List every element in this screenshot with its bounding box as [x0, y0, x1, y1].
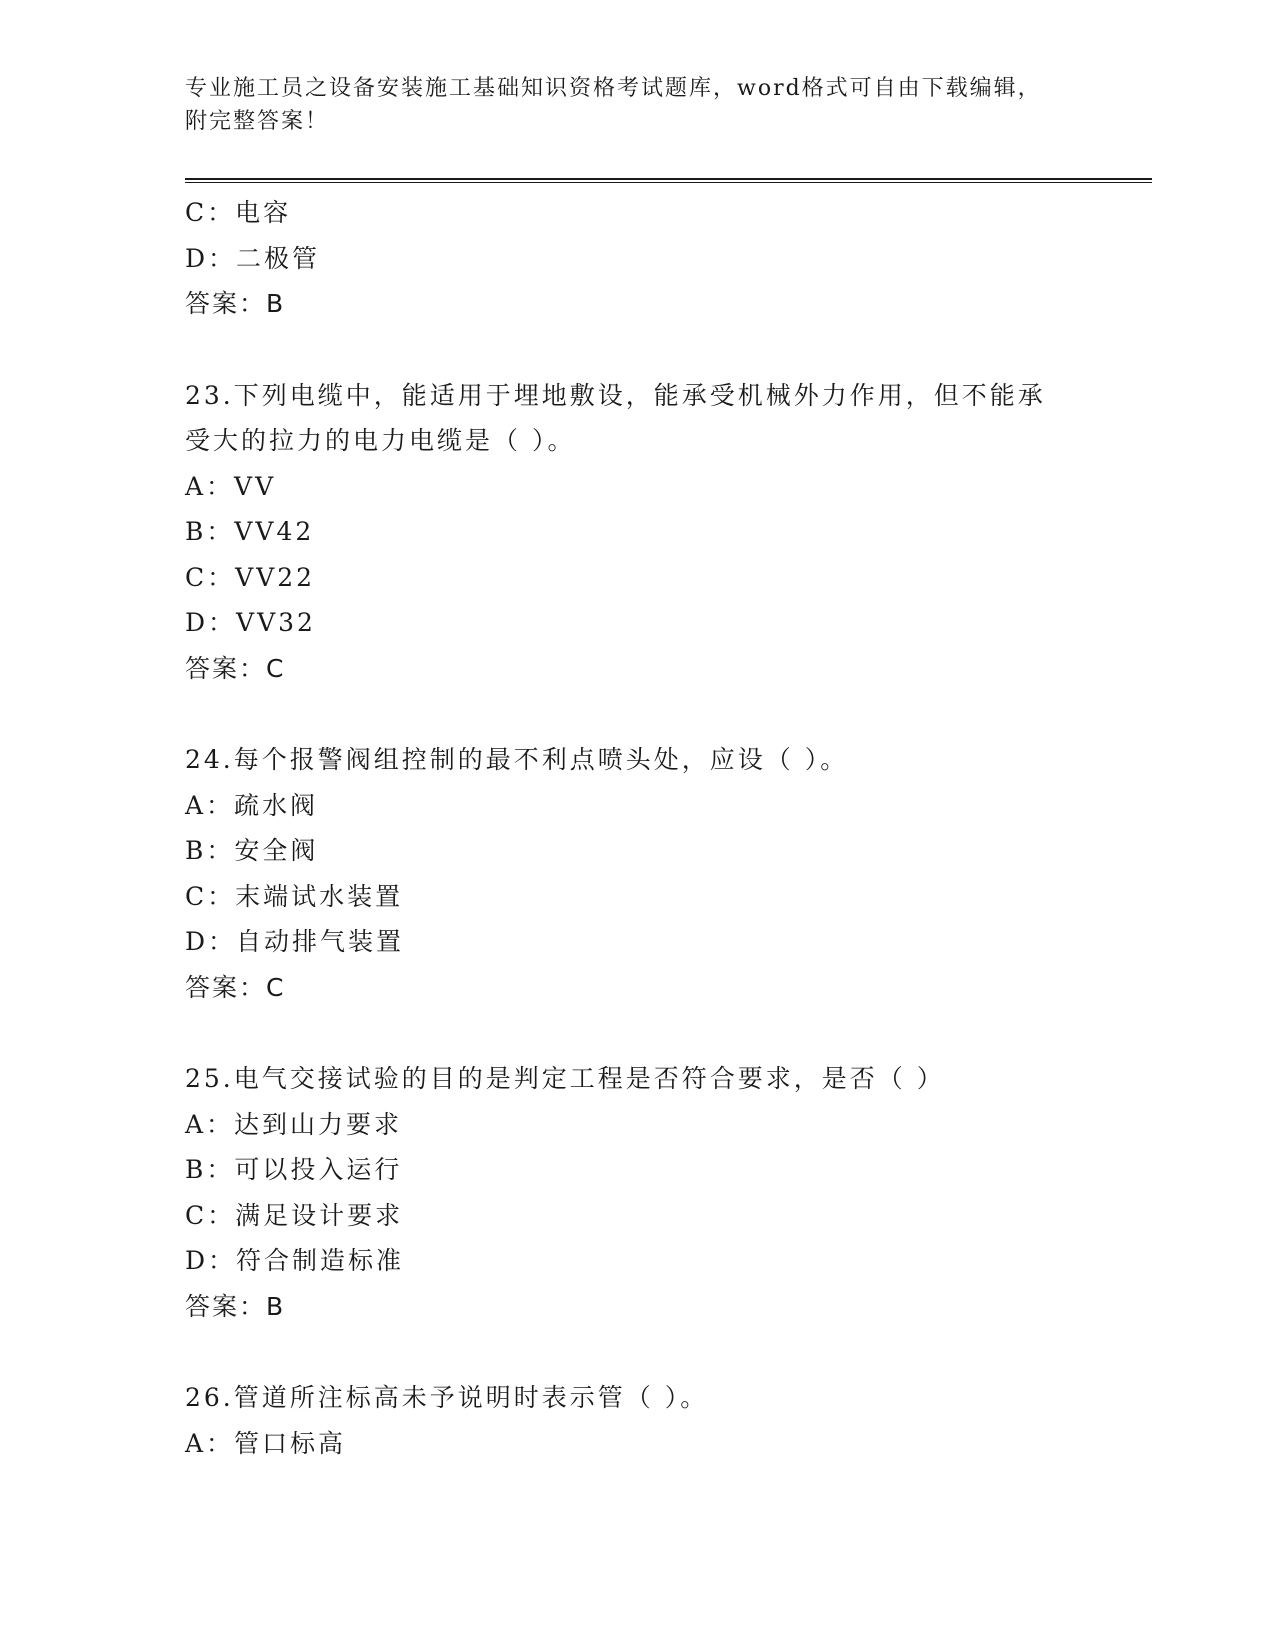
option-d: D：VV32 — [185, 608, 316, 637]
option-b: B：VV42 — [185, 517, 315, 546]
document-header — [185, 72, 1085, 138]
option-c: C：VV22 — [185, 562, 316, 592]
option-a: A：疏水阀 — [185, 790, 319, 820]
question-text-line-1: 23.下列电缆中，能适用于埋地敷设，能承受机械外力作用，但不能承 — [185, 380, 1046, 410]
question-text-line-1: 26.管道所注标高未予说明时表示管（ ）。 — [185, 1383, 709, 1412]
question-list — [185, 190, 1105, 1466]
question-text-line-1: 25.电气交接试验的目的是判定工程是否符合要求，是否（ ） — [185, 1064, 945, 1093]
answer-line: 答案：C — [185, 972, 286, 1002]
question-24 — [185, 737, 1105, 1010]
option-c: C：末端试水装置 — [185, 881, 404, 911]
question-text-line-1: 24.每个报警阀组控制的最不利点喷头处，应设（ ）。 — [185, 745, 849, 774]
option-b: B：可以投入运行 — [185, 1155, 403, 1184]
answer-line: 答案：B — [185, 289, 286, 318]
spacer — [185, 1329, 1105, 1375]
spacer — [185, 1010, 1105, 1056]
spacer — [185, 327, 1105, 373]
option-a: A：达到山力要求 — [185, 1109, 403, 1139]
question-text-line-2: 受大的拉力的电力电缆是（ ）。 — [185, 426, 576, 455]
answer-line: 答案：B — [185, 1291, 286, 1321]
option-d: D：符合制造标准 — [185, 1246, 405, 1275]
option-a: A：VV — [185, 471, 277, 501]
header-divider — [185, 178, 1152, 183]
option-a: A：管口标高 — [185, 1428, 347, 1458]
option-d: D：二极管 — [185, 243, 321, 273]
question-25 — [185, 1056, 1105, 1329]
option-c: C：电容 — [185, 198, 292, 227]
question-26 — [185, 1375, 1105, 1466]
header-line-2: 附完整答案！ — [185, 109, 330, 134]
question-22-continuation — [185, 190, 1105, 327]
option-d: D：自动排气装置 — [185, 927, 405, 956]
spacer — [185, 691, 1105, 737]
option-b: B：安全阀 — [185, 836, 319, 865]
header-line-1: 专业施工员之设备安装施工基础知识资格考试题库，word格式可自由下载编辑， — [185, 76, 1042, 101]
question-23 — [185, 373, 1105, 692]
answer-line: 答案：C — [185, 653, 286, 683]
option-c: C：满足设计要求 — [185, 1200, 404, 1230]
